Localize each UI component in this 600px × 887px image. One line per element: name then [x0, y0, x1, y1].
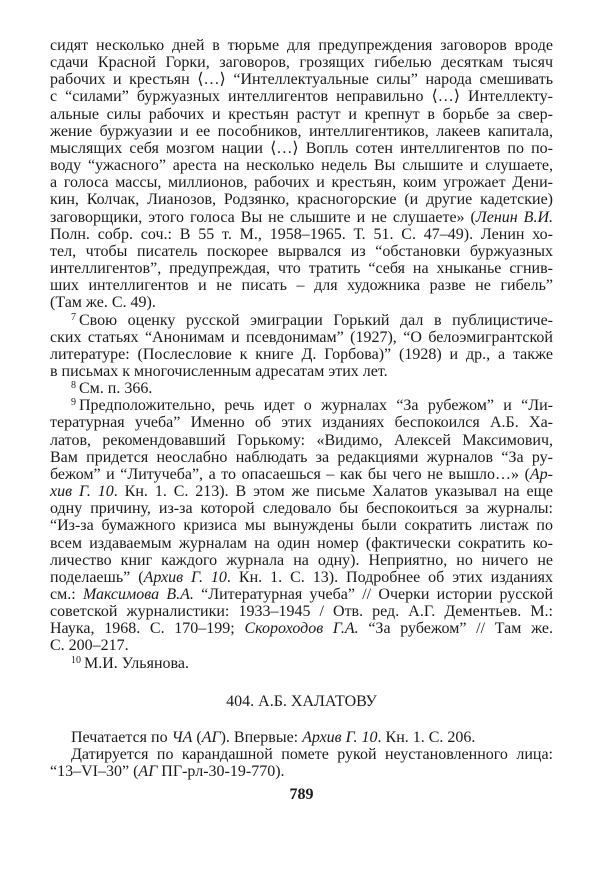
text-segment: ПГ-рл-30-19-770).: [157, 763, 285, 781]
italic-reference: Ленин В.И.: [475, 208, 554, 226]
text-line: [50, 620, 553, 637]
text-segment: бежом” и “Литучеба”, а то опасаешься – как бы чего не вышло…» (: [50, 465, 530, 483]
text-line: [50, 483, 553, 500]
italic-reference: Ар-: [529, 465, 553, 483]
text-segment: (: [192, 729, 202, 746]
text-segment: тел, чтобы писатель поскорее вырвался из “обстановки буржуазных: [50, 242, 553, 260]
text-segment: с “силами” буржуазных интеллигентов неправильно ⟨…⟩ Интеллекту-: [50, 88, 553, 106]
text-segment: советской журналистики: 1933–1945 / Отв. ред. А.Г. Дементьев. М.:: [50, 603, 553, 621]
italic-reference: хив Г. 10: [50, 483, 114, 501]
text-segment: сидят несколько дней в тюрьме для предупреждения заговоров вроде: [50, 37, 553, 54]
text-line: [50, 552, 553, 569]
italic-reference: Архив Г. 10: [143, 568, 227, 586]
text-line: [50, 414, 553, 431]
text-line: [50, 209, 553, 226]
text-line: [50, 500, 553, 517]
text-line: [50, 603, 553, 620]
text-line: [50, 329, 553, 346]
text-line: [50, 517, 553, 534]
text-line: [50, 226, 553, 243]
text-segment: рабочих и крестьян ⟨…⟩ “Интеллектуальные силы” народа смешивать: [50, 71, 553, 89]
text-segment: заговорщики, этого голоса Вы не слышите и не слушаете» (: [50, 208, 476, 226]
text-segment: воду “ужасного” ареста на несколько недель Вы слышите и слушаете,: [50, 157, 553, 175]
footnote-number: 8: [71, 380, 76, 392]
text-segment: ших интеллигентов и не писать – для художника разве не гибель”: [50, 277, 553, 295]
text-line: [50, 380, 553, 397]
text-segment: См. п. 366.: [79, 380, 153, 398]
text-segment: а голоса массы, миллионов, рабочих и крестьян, коим угрожает Дени-: [50, 174, 553, 192]
text-line: [50, 71, 553, 88]
text-line: [50, 466, 553, 483]
text-segment: альные силы рабочих и крестьян растут и крепнут в борьбе за свер-: [50, 105, 553, 123]
text-line: [50, 746, 553, 763]
text-segment: поделаешь” (: [50, 568, 144, 586]
section-heading: 404. А.Б. ХАЛАТОВУ: [226, 693, 377, 710]
text-segment: всем издаваемым журналам на один номер (фактически сократить ко-: [50, 534, 553, 552]
text-line: [50, 277, 553, 294]
text-segment: в письмах к многочисленным адресатам этих лет.: [50, 362, 388, 380]
text-segment: сдачи Красной Горки, заговоров, грозящих гибелью десяткам тысяч: [50, 54, 553, 72]
text-line: [50, 763, 553, 780]
text-segment: Печатается по: [71, 729, 172, 746]
letter-commentary: [50, 729, 553, 780]
commentary-notes: [50, 37, 553, 672]
text-segment: жение буржуазии и ее пособников, интеллигентиков, лакеев капитала,: [50, 122, 553, 140]
footnote-number: 10: [71, 654, 81, 666]
text-segment: личество книг каждого журнала на одну). Неприятно, но ничего не: [50, 551, 553, 569]
text-segment: мыслящих себя мозгом нации ⟨…⟩ Вопль сотен интеллигентов по по-: [50, 139, 553, 157]
text-line: [50, 655, 553, 672]
text-segment: . Кн. 1. С. 213). В этом же письме Халатов указывал на еще: [113, 483, 553, 501]
italic-reference: Максимова В.А.: [82, 586, 194, 603]
text-segment: одну причину, из-за которой следовало бы беспокоиться за журналы:: [50, 500, 553, 518]
text-line: [50, 106, 553, 123]
text-line: [50, 54, 553, 71]
text-segment: С. 200–217.: [50, 637, 129, 655]
text-segment: “Литературная учеба” // Очерки истории русской: [193, 586, 554, 603]
italic-reference: ЧА: [171, 729, 193, 746]
text-line: [50, 312, 553, 329]
text-line: [50, 569, 553, 586]
text-segment: “13–VI–30” (: [50, 763, 139, 781]
text-segment: Предположительно, речь идет о журналах “За рубежом” и “Ли-: [79, 397, 553, 415]
italic-reference: АГ: [138, 763, 158, 781]
text-line: [50, 260, 553, 277]
text-segment: . Кн. 1. С. 13). Подробнее об этих изданиях: [226, 568, 553, 586]
text-segment: “Из-за бумажного кризиса мы вынуждены были сократить листаж по: [50, 517, 553, 535]
text-segment: тературная учеба” Именно об этих изданиях беспокоился А.Б. Ха-: [50, 414, 553, 432]
text-line: [50, 449, 553, 466]
text-segment: Полн. собр. соч.: В 55 т. М., 1958–1965. Т. 51. С. 47–49). Ленин хо-: [50, 225, 553, 243]
page-number: 789: [289, 786, 314, 803]
text-line: [50, 432, 553, 449]
text-line: [50, 243, 553, 260]
text-segment: литературе: (Послесловие к книге Д. Горбова)” (1928) и др., а также: [50, 345, 553, 363]
text-segment: (Там же. С. 49).: [50, 294, 156, 312]
text-line: [50, 346, 553, 363]
text-line: [50, 174, 553, 191]
footnote-number: 7: [71, 311, 76, 323]
text-segment: кин, Колчак, Лианозов, Родзянко, красногорские (и другие кадетские): [50, 191, 553, 209]
text-line: [50, 586, 553, 603]
italic-reference: АГ: [201, 729, 221, 746]
text-segment: М.И. Ульянова.: [84, 654, 189, 672]
text-line: [50, 140, 553, 157]
text-segment: Свою оценку русской эмиграции Горький дал в публицистиче-: [79, 311, 553, 329]
text-line: [50, 294, 553, 311]
text-segment: Вам придется неослабно наблюдать за редакциями журналов “За ру-: [50, 448, 553, 466]
text-segment: . Кн. 1. С. 206.: [377, 729, 476, 746]
text-line: [50, 535, 553, 552]
text-segment: “За рубежом” // Там же.: [358, 620, 554, 638]
text-segment: Наука, 1968. С. 170–199;: [50, 620, 245, 638]
italic-reference: Скороходов Г.А.: [244, 620, 359, 638]
text-line: [50, 191, 553, 208]
text-line: [50, 729, 553, 746]
text-segment: см.:: [50, 586, 83, 603]
text-segment: интеллигентов”, предупреждая, что тратить “себя на хныканье сгнив-: [50, 260, 553, 278]
text-segment: Датируется по карандашной помете рукой неустановленного лица:: [71, 746, 553, 764]
text-line: [50, 363, 553, 380]
text-line: [50, 37, 553, 54]
text-line: [50, 157, 553, 174]
footnote-number: 9: [71, 397, 76, 409]
italic-reference: Архив Г. 10: [302, 729, 378, 746]
text-line: [50, 88, 553, 105]
text-segment: ских статьях “Анонимам и псевдонимам” (1927), “О белоэмигрантской: [50, 328, 553, 346]
text-line: [50, 123, 553, 140]
text-line: [50, 637, 553, 654]
text-segment: латов, рекомендовавший Горькому: «Видимо, Алексей Максимович,: [50, 431, 553, 449]
text-segment: ). Впервые:: [220, 729, 303, 746]
text-line: [50, 397, 553, 414]
